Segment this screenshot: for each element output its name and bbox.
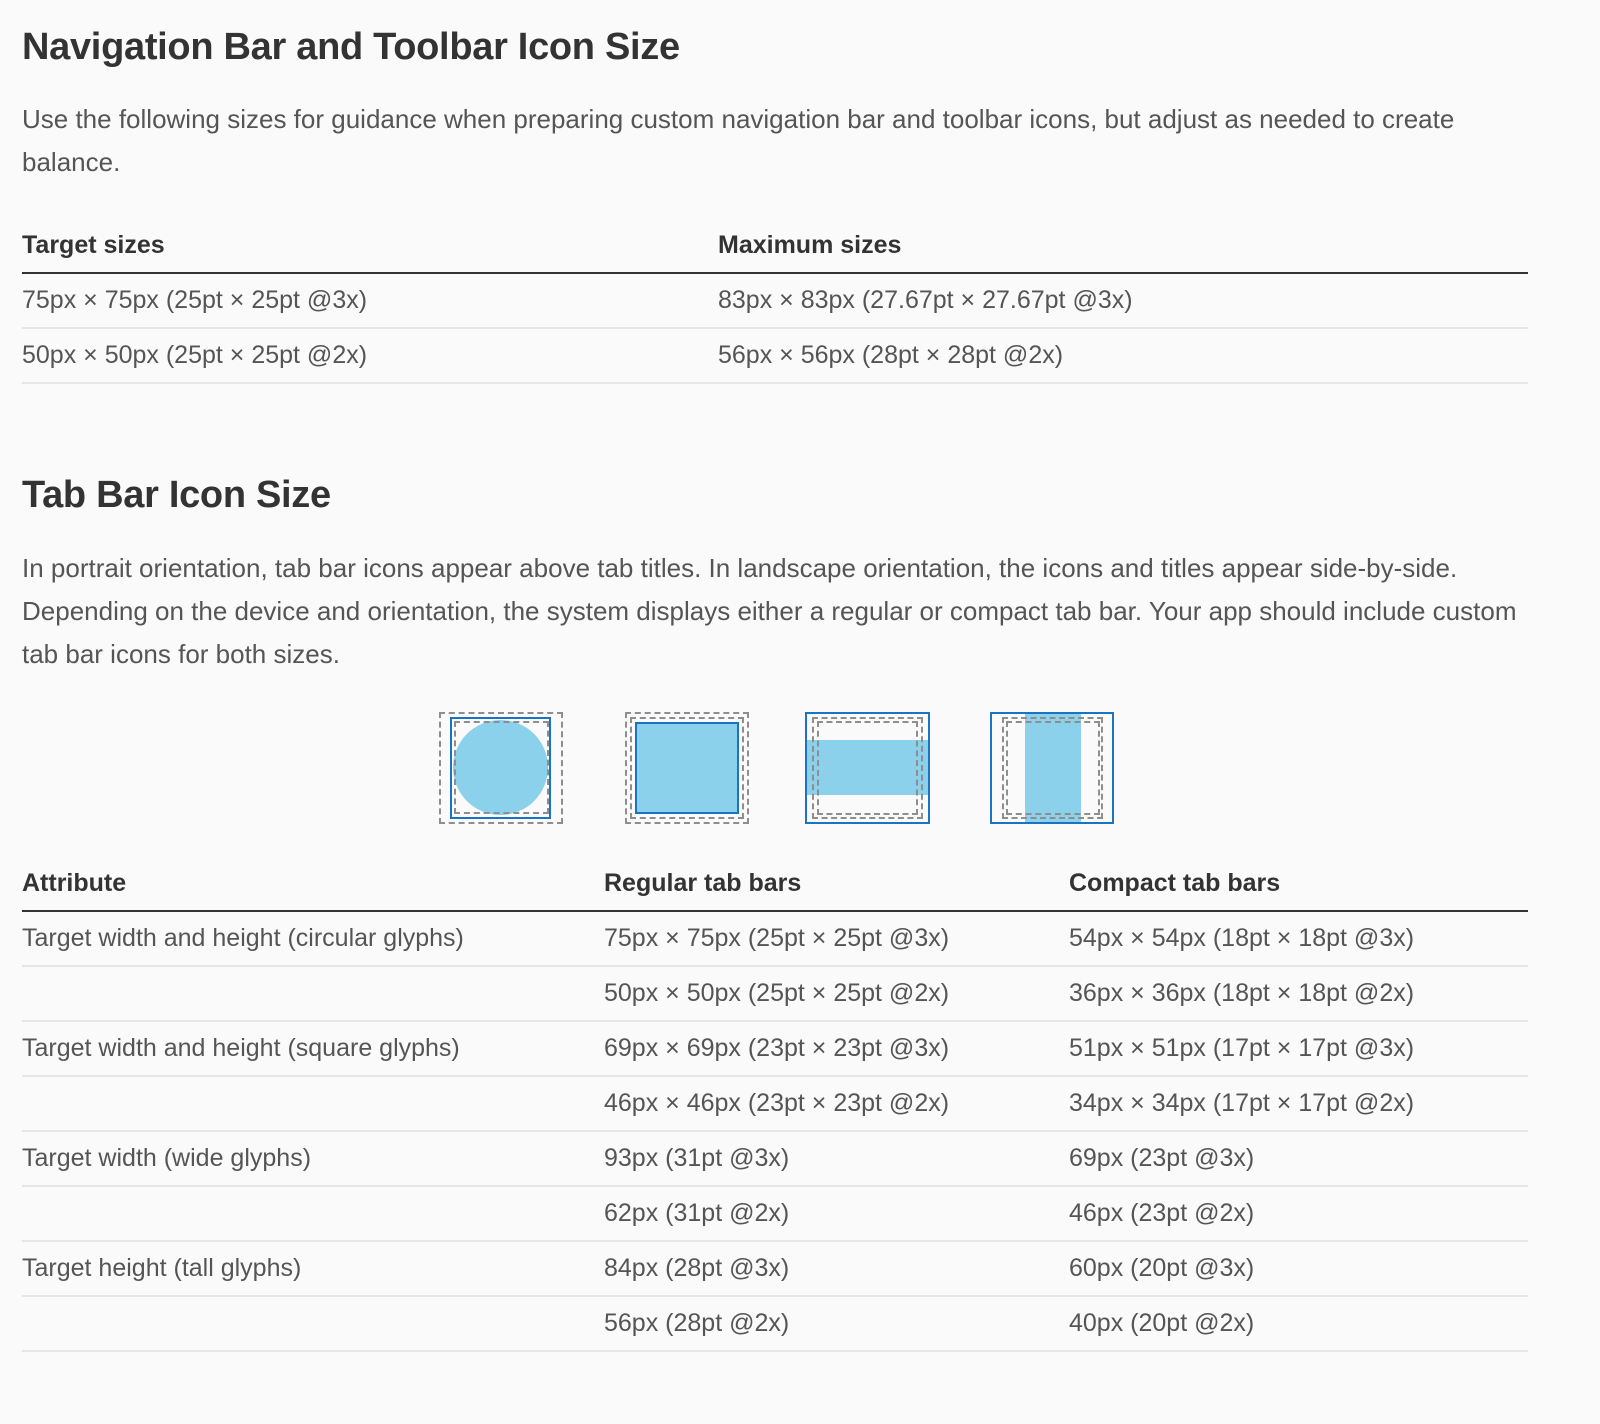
- table-cell: Target width and height (circular glyphs): [22, 911, 604, 966]
- inner-guide-outline: [1006, 721, 1100, 815]
- table-cell: 60px (20pt @3x): [1069, 1241, 1528, 1296]
- nav-section-description: Use the following sizes for guidance when preparing custom navigation bar and toolbar icons, but adjust as needed to create balance.: [22, 104, 1455, 177]
- table-cell: 50px × 50px (25pt × 25pt @2x): [604, 966, 1069, 1021]
- table-row: [22, 966, 1528, 1021]
- table-cell: 56px (28pt @2x): [604, 1296, 1069, 1351]
- table-cell: Target height (tall glyphs): [22, 1241, 604, 1296]
- column-header: Compact tab bars: [1069, 856, 1528, 911]
- square-glyph-icon: [635, 722, 739, 814]
- table-cell: [22, 1186, 604, 1241]
- nav-size-table: [22, 218, 1528, 384]
- table-cell: Target width and height (square glyphs): [22, 1021, 604, 1076]
- table-row: [22, 911, 1528, 966]
- table-cell: 34px × 34px (17pt × 17pt @2x): [1069, 1076, 1528, 1131]
- table-cell: 75px × 75px (25pt × 25pt @3x): [604, 911, 1069, 966]
- table-cell: 93px (31pt @3x): [604, 1131, 1069, 1186]
- table-row: [22, 273, 1528, 328]
- table-cell: 84px (28pt @3x): [604, 1241, 1069, 1296]
- column-header: Regular tab bars: [604, 856, 1069, 911]
- table-cell: 40px (20pt @2x): [1069, 1296, 1528, 1351]
- table-cell: 54px × 54px (18pt × 18pt @3x): [1069, 911, 1528, 966]
- table-cell: 36px × 36px (18pt × 18pt @2x): [1069, 966, 1528, 1021]
- column-header: Target sizes: [22, 218, 718, 273]
- table-row: [22, 328, 1528, 383]
- table-row: [22, 1021, 1528, 1076]
- table-header-row: [22, 218, 1528, 273]
- table-row: [22, 1186, 1528, 1241]
- inner-guide-outline: [817, 721, 918, 815]
- table-cell: [22, 966, 604, 1021]
- nav-section-title: Navigation Bar and Toolbar Icon Size: [22, 26, 680, 68]
- table-cell: 46px × 46px (23pt × 23pt @2x): [604, 1076, 1069, 1131]
- table-cell: 75px × 75px (25pt × 25pt @3x): [22, 273, 718, 328]
- table-cell: [22, 1296, 604, 1351]
- table-cell: 51px × 51px (17pt × 17pt @3x): [1069, 1021, 1528, 1076]
- tab-section-description: In portrait orientation, tab bar icons appear above tab titles. In landscape orientation, the icons and titles appear side-by-side. Depending on the device and orientation, the system displays either a regular or compact tab bar. Your app should include custom tab bar icons for both sizes.: [22, 553, 1517, 669]
- table-cell: 69px (23pt @3x): [1069, 1131, 1528, 1186]
- table-cell: [22, 1076, 604, 1131]
- tab-section-title: Tab Bar Icon Size: [22, 474, 331, 516]
- table-cell: Target width (wide glyphs): [22, 1131, 604, 1186]
- inner-guide-outline: [454, 721, 549, 814]
- column-header: Attribute: [22, 856, 604, 911]
- table-cell: 56px × 56px (28pt × 28pt @2x): [718, 328, 1528, 383]
- table-cell: 69px × 69px (23pt × 23pt @3x): [604, 1021, 1069, 1076]
- table-row: [22, 1076, 1528, 1131]
- table-row: [22, 1241, 1528, 1296]
- table-row: [22, 1131, 1528, 1186]
- table-cell: 83px × 83px (27.67pt × 27.67pt @3x): [718, 273, 1528, 328]
- table-row: [22, 1296, 1528, 1351]
- table-cell: 46px (23pt @2x): [1069, 1186, 1528, 1241]
- tab-size-table: [22, 856, 1528, 1352]
- table-cell: 50px × 50px (25pt × 25pt @2x): [22, 328, 718, 383]
- table-cell: 62px (31pt @2x): [604, 1186, 1069, 1241]
- column-header: Maximum sizes: [718, 218, 1528, 273]
- table-header-row: [22, 856, 1528, 911]
